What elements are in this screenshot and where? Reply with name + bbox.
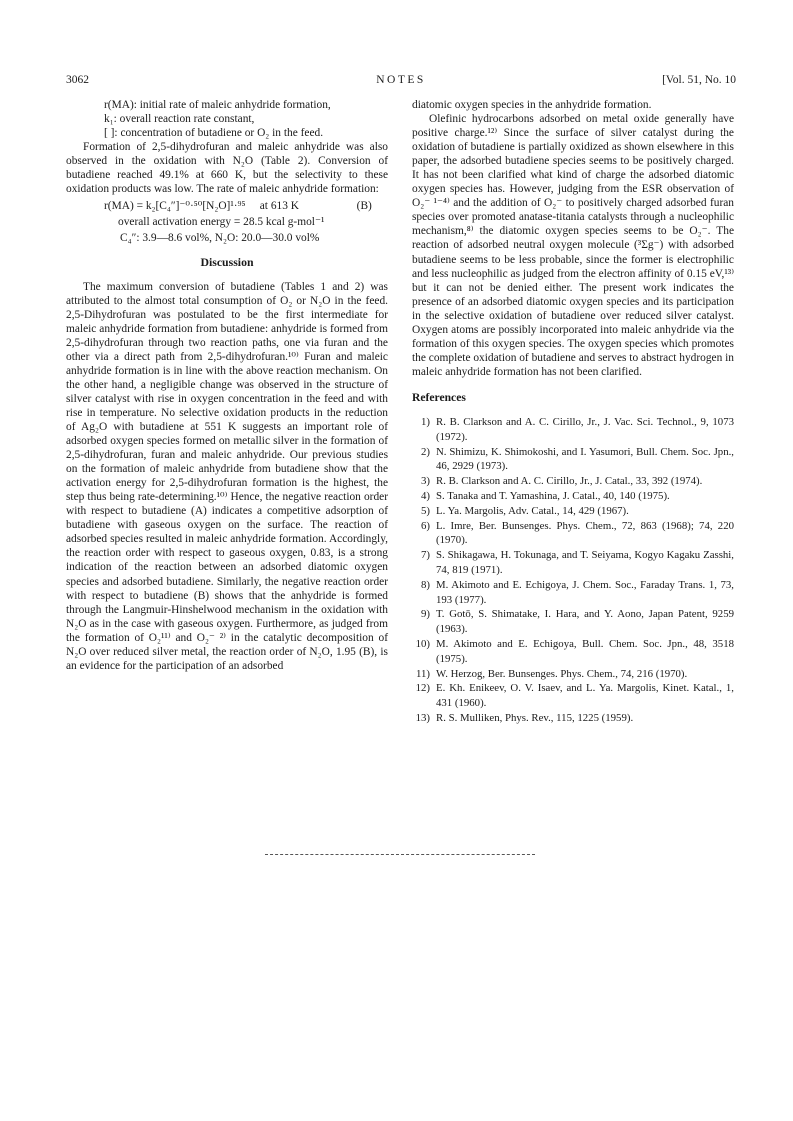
definition-concentration: [ ]: concentration of butadiene or O₂ in the feed.: [104, 127, 324, 140]
reference-text: R. B. Clarkson and A. C. Cirillo, Jr., J. Vac. Sci. Technol., 9, 1073 (1972).: [436, 415, 734, 443]
end-rule-divider: [265, 854, 535, 855]
references-list: [412, 415, 734, 726]
discussion-paragraph: The maximum conversion of butadiene (Tables 1 and 2) was attributed to the almost total consumption of O₂ or N₂O in the feed. 2,5-Dihydrofuran was postulated to be the first intermediate for maleic anhydride formation from butadiene: anhydride is formed from 2,5-dihydrofuran through two reaction paths, one via furan and the other via a direct path from 2,5-dihydrofuran.¹⁰⁾ Furan and maleic anhydride formation is in line with the above reaction mechanism. On the other hand, a negligible change was observed in the structure of silver catalyst with rise in oxygen concentration in the feed and with rise in temperature. No selective oxidation products in the reduction of Ag₂O with butadiene at 551 K suggests an important role of adsorbed oxygen species formed on metallic silver in the formation of 2,5-dihydrofuran, furan and maleic anhydride. Our previous studies on the formation of maleic anhydride from butadiene show that the activation energy for 2,5-dihydrofuran formation is the highest, the step thus being rate-determining.¹⁰⁾ Hence, the negative reaction order with respect to butadiene (A) indicates a competitive adsorption of butadiene with gaseous oxygen on the surface. The reaction of adsorbed species resulted in maleic anhydride formation. Accordingly, the reaction order with respect to gaseous oxygen, 0.83, is a strong indication of the reaction between an adsorbed diatomic oxygen species and adsorbed butadiene. Similarly, the negative reaction order with respect to butadiene (B) shows that the anhydride is formed through the Langmuir-Hinshelwood mechanism in the oxidation with N₂O as in the case with gaseous oxygen. Furthermore, as judged from the formation of O₂¹¹⁾ and O₂⁻ ²⁾ in the catalytic decomposition of N₂O over reduced silver metal, the reaction order of N₂O, 1.95 (B), is an evidence for the participation of an adsorbed: [66, 280, 388, 672]
equation-b-expression: r(MA) = k₂[C₄″]⁻⁰·⁵⁰[N₂O]¹·⁹⁵: [104, 200, 246, 213]
page-header: [66, 72, 736, 88]
reference-text: S. Shikagawa, H. Tokunaga, and T. Seiyama, Kogyo Kagaku Zasshi, 74, 819 (1971).: [436, 549, 734, 576]
reference-text: S. Tanaka and T. Yamashina, J. Catal., 40, 140 (1975).: [436, 489, 670, 502]
symbol-definitions: [104, 98, 388, 140]
reference-item: [412, 445, 734, 475]
reference-text: N. Shimizu, K. Shimokoshi, and I. Yasumori, Bull. Chem. Soc. Jpn., 46, 2929 (1973).: [436, 445, 734, 473]
reference-number: 11): [416, 667, 430, 680]
reference-item: [412, 489, 734, 504]
paragraph-continuation: diatomic oxygen species in the anhydride formation.: [412, 99, 652, 111]
reference-item: [412, 637, 734, 667]
reference-text: L. Imre, Ber. Bunsenges. Phys. Chem., 72, 863 (1968); 74, 220 (1970).: [436, 519, 734, 547]
reference-text: T. Gotō, S. Shimatake, I. Hara, and Y. Aono, Japan Patent, 9259 (1963).: [436, 608, 734, 636]
page-number: 3062: [66, 74, 89, 86]
reference-number: 9): [421, 608, 430, 621]
equation-b-temperature: at 613 K: [259, 200, 299, 213]
reference-number: 13): [415, 711, 430, 724]
reference-item: [412, 578, 734, 608]
references-heading: References: [412, 390, 466, 404]
reference-number: 10): [415, 637, 430, 650]
reference-item: [412, 504, 734, 519]
reference-text: E. Kh. Enikeev, O. V. Isaev, and L. Ya. Margolis, Kinet. Katal., 1, 431 (1960).: [436, 682, 734, 710]
reference-text: M. Akimoto and E. Echigoya, J. Chem. Soc., Faraday Trans. 1, 73, 193 (1977).: [436, 578, 734, 606]
equation-b-note-activation: overall activation energy = 28.5 kcal g-mol⁻¹: [118, 216, 325, 229]
left-column: [66, 98, 388, 673]
reference-number: 6): [421, 519, 430, 532]
volume-issue: [Vol. 51, No. 10: [662, 74, 736, 86]
reference-text: W. Herzog, Ber. Bunsenges. Phys. Chem., 74, 216 (1970).: [436, 667, 688, 680]
reference-number: 5): [421, 504, 430, 517]
definition-constant: k₁: overall reaction rate constant,: [104, 113, 255, 126]
discussion-heading: Discussion: [200, 255, 254, 270]
right-column: [412, 98, 734, 726]
equation-b-note-range: C₄″: 3.9—8.6 vol%, N₂O: 20.0—30.0 vol%: [120, 232, 320, 245]
reference-text: M. Akimoto and E. Echigoya, Bull. Chem. Soc. Jpn., 48, 3518 (1975).: [436, 637, 734, 665]
reference-text: R. B. Clarkson and A. C. Cirillo, Jr., J. Catal., 33, 392 (1974).: [436, 475, 703, 488]
reference-number: 3): [421, 475, 430, 488]
reference-number: 12): [415, 682, 430, 695]
reference-item: [412, 681, 734, 711]
reference-item: [412, 667, 734, 682]
reference-item: [412, 415, 734, 445]
reference-item: [412, 548, 734, 578]
paragraph-olefinic: Olefinic hydrocarbons adsorbed on metal oxide generally have positive charge.¹²⁾ Since the surface of silver catalyst during the oxidation of butadiene is partially oxidized as shown elsewhere in this paper, the adsorbed butadiene species seems to be positively charged. It has not been clarified what kind of charge the adsorbed diatomic oxygen species has. However, judging from the ESR observation of O₂⁻ ¹⁻⁴⁾ and the addition of O₂⁻ to positively charged adsorbed furan species over promoted anatase-titania catalysts through a nucleophilic mechanism,⁸⁾ the diatomic oxygen species seems to be O₂⁻. The reaction of adsorbed neutral oxygen molecule (³Σg⁻) with adsorbed butadiene seems to be less probable, since the former is electrophilic and less nucleophilic as judged from the electron affinity of 0.15 eV,¹³⁾ but it can not be denied either. The present work indicates the presence of an adsorbed diatomic oxygen species and its participation in the selective oxidation of butadiene over reduced silver catalyst. Oxygen atoms are possibly incorporated into maleic anhydride via the formation of this oxygen species. The oxygen species which promotes the complete oxidation of butadiene and serves to abstract hydrogen in maleic anhydride formation has not been clarified.: [412, 113, 735, 378]
reference-number: 1): [421, 415, 430, 428]
reference-number: 7): [421, 549, 430, 562]
reference-number: 8): [421, 578, 430, 591]
reference-item: [412, 607, 734, 637]
reference-item: [412, 474, 734, 489]
paragraph-n2o-formation: Formation of 2,5-dihydrofuran and maleic anhydride was also observed in the oxidation with N₂O (Table 2). Conversion of butadiene reached 49.1% at 660 K, but the selectivity to these oxidation products was low. The rate of maleic anhydride formation:: [66, 141, 388, 196]
reference-item: [412, 519, 734, 549]
reference-item: [412, 711, 734, 726]
definition-rate: r(MA): initial rate of maleic anhydride formation,: [104, 99, 331, 111]
equation-b-tag: (B): [356, 200, 372, 213]
reference-text: R. S. Mulliken, Phys. Rev., 115, 1225 (1959).: [436, 711, 634, 724]
section-title: NOTES: [376, 74, 426, 86]
reference-number: 2): [421, 445, 430, 458]
equation-b: [104, 199, 388, 213]
reference-text: L. Ya. Margolis, Adv. Catal., 14, 429 (1967).: [436, 504, 629, 517]
reference-number: 4): [421, 489, 430, 502]
